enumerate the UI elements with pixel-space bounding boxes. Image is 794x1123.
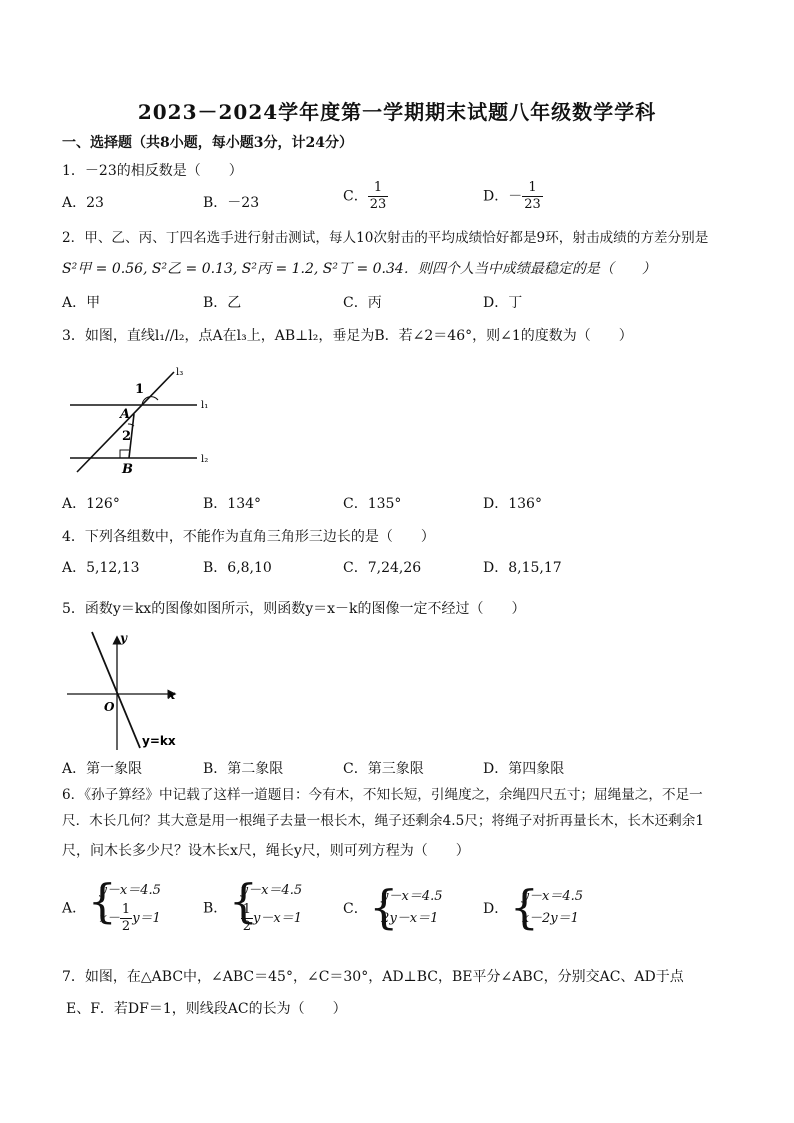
question-3-option-b: B．134° <box>203 496 262 512</box>
fraction-numerator: 1 <box>522 180 543 197</box>
equation-system <box>91 880 161 935</box>
equation-row-2: x－2y＝1 <box>521 911 579 926</box>
question-3-option-a: A．126° <box>62 496 120 512</box>
question-5-option-c: C．第三象限 <box>343 761 424 777</box>
equation-row-1: { y－x＝4.5 <box>240 883 303 898</box>
equation-system <box>513 886 583 930</box>
question-6-line-3: 尺，问木长多少尺？设木长x尺，绳长y尺，则可列方程为（ ） <box>62 843 470 859</box>
question-1-option-c <box>343 180 388 213</box>
question-2-option-d: D．丁 <box>483 295 523 311</box>
equation-row-2 <box>100 902 161 935</box>
option-prefix: A． <box>62 900 87 917</box>
label-angle-2: 2 <box>122 429 132 444</box>
question-1-option-b: B．－23 <box>203 195 260 211</box>
fraction-denominator: 2 <box>242 919 252 934</box>
question-5-stem: 5．函数y＝kx的图像如图所示，则函数y＝x－k的图像一定不经过（ ） <box>62 601 526 617</box>
fraction <box>522 180 543 213</box>
fraction-denominator: 23 <box>369 197 387 212</box>
option-prefix: D． <box>483 901 509 917</box>
fraction <box>120 902 132 935</box>
label-point-b: B <box>122 462 133 475</box>
question-4-option-b: B．6,8,10 <box>203 560 272 576</box>
option-prefix: D．－ <box>483 188 523 205</box>
question-1-stem: 1．－23的相反数是（ ） <box>62 163 243 179</box>
equation-row-2 <box>241 902 302 935</box>
page-title: 2023－2024学年度第一学期期末试题八年级数学学科 <box>137 100 657 124</box>
question-7-line-1: 7．如图，在△ABC中，∠ABC＝45°，∠C＝30°，AD⊥BC，BE平分∠ABC，分别交AC、AD于点 <box>62 969 684 985</box>
section-heading: 一、选择题（共8小题，每小题3分，计24分） <box>62 135 353 151</box>
question-1-option-a: A．23 <box>62 195 104 211</box>
equation-row-1: { y－x＝4.5 <box>99 883 161 898</box>
label-y-axis: y <box>120 631 127 645</box>
label-l1: l₁ <box>201 400 209 411</box>
fraction <box>368 180 389 213</box>
question-4-option-d: D．8,15,17 <box>483 560 562 576</box>
equation-system <box>372 886 442 930</box>
line-l3 <box>77 372 174 472</box>
question-6-option-a <box>62 880 161 935</box>
fraction-denominator: 23 <box>524 197 541 212</box>
equation-system <box>232 880 302 935</box>
question-4-option-c: C．7,24,26 <box>343 560 422 576</box>
question-3-stem: 3．如图，直线l₁//l₂，点A在l₃上，AB⊥l₂，垂足为B．若∠2＝46°，则∠1的度数为（ ） <box>62 328 633 344</box>
question-3-option-d: D．136° <box>483 496 542 512</box>
question-6-line-1: 6．《孙子算经》中记载了这样一道题目：今有木，不知长短，引绳度之，余绳四尺五寸；屈绳量之，不足一 <box>62 787 703 803</box>
label-origin: O <box>104 700 115 714</box>
question-5-option-d: D．第四象限 <box>483 761 565 777</box>
question-2-option-a: A．甲 <box>62 295 101 311</box>
equation-row-1: { y－x＝4.5 <box>381 889 443 904</box>
question-2-option-b: B．乙 <box>203 295 242 311</box>
fraction-numerator: 1 <box>242 902 252 917</box>
question-2-option-c: C．丙 <box>343 295 382 311</box>
fraction-numerator: 1 <box>121 902 131 917</box>
line-y-equals-kx <box>92 632 140 748</box>
question-1-option-d <box>483 180 543 213</box>
label-l3: l₃ <box>176 367 184 378</box>
question-5-figure <box>62 630 192 752</box>
label-point-a: A <box>120 407 131 422</box>
question-7-line-2: E、F．若DF＝1，则线段AC的长为（ ） <box>66 1001 347 1017</box>
question-3-figure <box>62 360 222 475</box>
equation-row-2: 2y－x＝1 <box>381 911 439 926</box>
equation-row-1: { y－x＝4.5 <box>521 889 584 904</box>
option-prefix: B． <box>203 900 228 917</box>
label-x-axis: x <box>168 688 176 702</box>
question-4-option-a: A．5,12,13 <box>62 560 140 576</box>
question-2-line-2: S²甲 = 0.56, S²乙 = 0.13, S²丙 = 1.2, S²丁 = 0.34．则四个人当中成绩最稳定的是（ ） <box>62 261 656 277</box>
question-6-option-d <box>483 886 583 930</box>
fraction-denominator: 2 <box>121 919 131 934</box>
fraction <box>241 902 253 935</box>
right-angle-mark <box>120 450 129 458</box>
term: y－x＝1 <box>253 911 302 926</box>
option-prefix: C． <box>343 188 368 205</box>
term: x－ <box>99 911 120 926</box>
question-4-stem: 4．下列各组数中，不能作为直角三角形三边长的是（ ） <box>62 529 435 545</box>
question-6-option-c <box>343 886 443 930</box>
question-5-option-a: A．第一象限 <box>62 761 143 777</box>
label-l2: l₂ <box>201 454 209 465</box>
option-prefix: C． <box>343 901 368 917</box>
fraction-numerator: 1 <box>368 180 389 197</box>
question-2-line-1: 2．甲、乙、丙、丁四名选手进行射击测试，每人10次射击的平均成绩恰好都是9环，射击成绩的方差分别是 <box>62 230 709 246</box>
question-3-option-c: C．135° <box>343 496 402 512</box>
question-6-option-b <box>203 880 302 935</box>
question-6-line-2: 尺．木长几何？其大意是用一根绳子去量一根长木，绳子还剩余4.5尺；将绳子对折再量长木，长木还剩余1 <box>62 813 704 829</box>
term: y＝1 <box>132 911 161 926</box>
label-y-equals-kx: y=kx <box>142 734 176 748</box>
label-angle-1: 1 <box>135 382 145 397</box>
question-5-option-b: B．第二象限 <box>203 761 284 777</box>
